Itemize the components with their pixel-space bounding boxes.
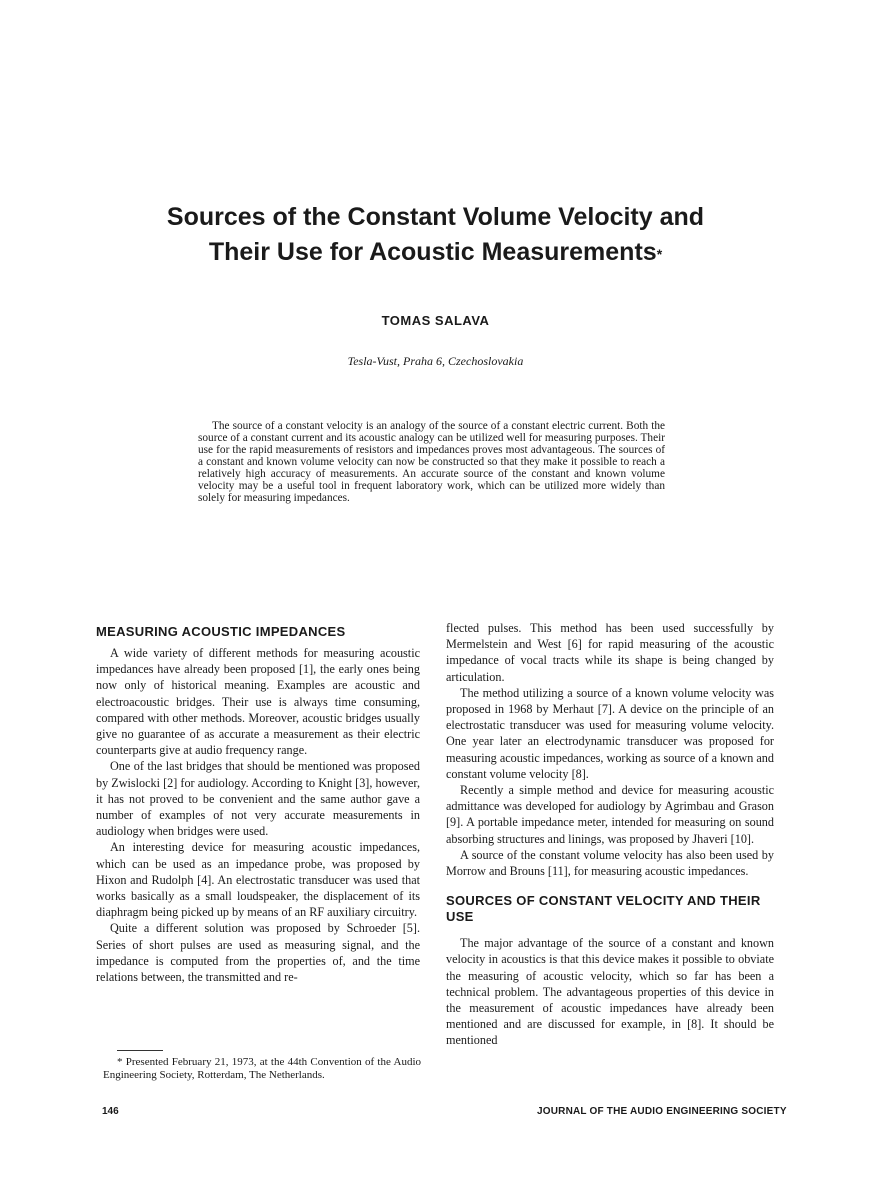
author-affiliation: Tesla-Vust, Praha 6, Czechoslovakia <box>347 354 524 368</box>
section-heading-measuring: MEASURING ACOUSTIC IMPEDANCES <box>96 624 346 639</box>
paper-title <box>0 200 871 270</box>
paragraph-continuation: flected pulses. This method has been used successfully by Mermelstein and West [6] for rapid measuring of the acoustic impedance of vocal tracts while its shape is being changed by articulation. <box>446 621 774 684</box>
paragraph: An interesting device for measuring acoustic impedances, which can be used as an impedance probe, was proposed by Hixon and Rudolph [4]. An electrostatic transducer was used that works basically as a small loudspeaker, the displacement of its diaphragm being picked up by means of an RF auxiliary circuitry. <box>96 840 420 920</box>
section-heading-sources: SOURCES OF CONSTANT VELOCITY AND THEIR USE <box>446 893 761 925</box>
abstract: The source of a constant velocity is an analogy of the source of a constant electric current. Both the source of a constant current and its acoustic analogy can be utilized well for measuring purposes. Their use for the rapid measurements of resistors and impedances proves most advantageous. The sources of a constant and known volume velocity can now be constructed so that they make it possible to reach a relatively high accuracy of measurements. An accurate source of the constant and known volume velocity may be a useful tool in frequent laboratory work, which can be utilized more widely than solely for measuring impedances. <box>198 420 665 504</box>
paragraph: A source of the constant volume velocity has also been used by Morrow and Brouns [11], for measuring acoustic impedances. <box>446 847 774 879</box>
title-line-2-text: Their Use for Acoustic Measurements <box>208 238 657 266</box>
footnote-rule <box>117 1050 163 1051</box>
paragraph: The major advantage of the source of a constant and known velocity in acoustics is that this device makes it possible to obviate the measuring of acoustic velocity, which so far has been a technical problem. The advantageous properties of this device in the measurement of acoustic impedances have already been mentioned and are discussed for example, in [8]. It should be mentioned <box>446 936 774 1048</box>
page-number: 146 <box>102 1106 119 1117</box>
title-line-2 <box>0 235 871 270</box>
paragraph: Recently a simple method and device for measuring acoustic admittance was developed for audiology by Agrimbau and Grason [9]. A portable impedance meter, intended for measuring on sound absorbing structures and linings, was proposed by Jhaveri [10]. <box>446 783 774 846</box>
paragraph: A wide variety of different methods for measuring acoustic impedances have already been proposed [1], the early ones being now only of historical meaning. Examples are acoustic and electroacoustic bridges. Their use is always time consuming, compared with other methods. Moreover, acoustic bridges usually give no guarantee of as accurate a measurement as their electric counterparts give at audio frequency range. <box>96 646 420 758</box>
journal-name: JOURNAL OF THE AUDIO ENGINEERING SOCIETY <box>537 1106 787 1117</box>
paragraph: The method utilizing a source of a known volume velocity was proposed in 1968 by Merhaut [7]. A device on the principle of an electrostatic transducer was used for measuring volume velocity. One year later an electrodynamic transducer was proposed for measuring acoustic impedances, working as source of a known and constant volume velocity [8]. <box>446 685 774 781</box>
paragraph: One of the last bridges that should be mentioned was proposed by Zwislocki [2] for audiology. According to Knight [3], however, it has not proved to be convenient and the same author gave a number of examples of not very accurate measurements in audiology when bridges were used. <box>96 759 420 839</box>
right-column <box>446 620 774 1049</box>
left-column <box>96 620 420 985</box>
paragraph: Quite a different solution was proposed by Schroeder [5]. Series of short pulses are used as measuring signal, and the impedance is computed from the properties of, and the time relations between, the transmitted and re- <box>96 921 420 985</box>
title-footnote-mark: * <box>656 246 663 262</box>
title-line-1: Sources of the Constant Volume Velocity and <box>166 203 705 231</box>
footnote: * Presented February 21, 1973, at the 44th Convention of the Audio Engineering Society, Rotterdam, The Netherlands. <box>103 1056 421 1081</box>
author-name: TOMAS SALAVA <box>381 313 490 328</box>
